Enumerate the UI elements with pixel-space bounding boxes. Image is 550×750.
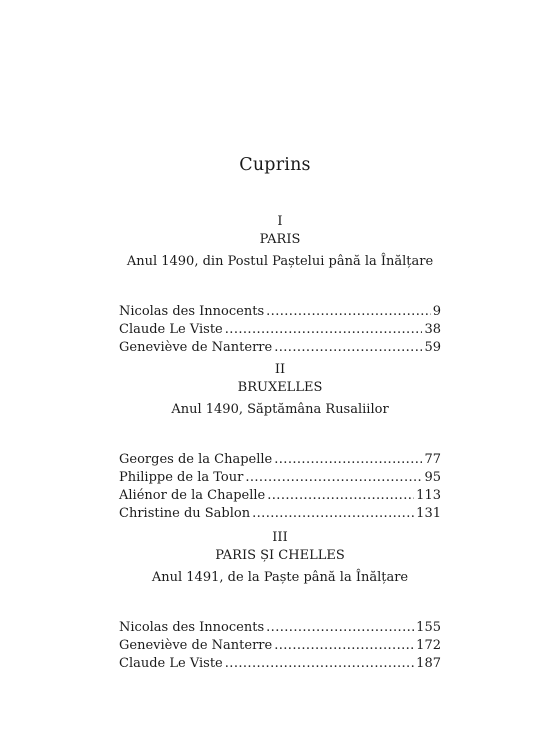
entry-page: 95 <box>424 470 441 485</box>
toc-entry <box>119 619 441 637</box>
entry-page: 59 <box>424 340 441 355</box>
entry-page: 187 <box>416 656 441 671</box>
entry-name: Nicolas des Innocents <box>119 304 265 319</box>
toc-part-1 <box>119 213 441 357</box>
part-numeral: II <box>274 362 286 377</box>
toc-entry <box>119 451 441 469</box>
entry-page: 172 <box>416 638 441 653</box>
entry-name: Geneviève de Nanterre <box>119 638 273 653</box>
dot-leader <box>252 505 414 523</box>
dot-leader <box>267 487 414 505</box>
entry-page: 131 <box>416 506 441 521</box>
entry-name: Claude Le Viste <box>119 656 223 671</box>
toc-entry <box>119 303 441 321</box>
dot-leader <box>266 303 431 321</box>
part-place: PARIS <box>259 232 301 247</box>
entry-page: 155 <box>416 620 441 635</box>
entry-page: 113 <box>416 488 441 503</box>
part-numeral: III <box>272 530 288 545</box>
dot-leader <box>245 469 422 487</box>
entry-page: 9 <box>432 304 441 319</box>
dot-leader <box>266 619 414 637</box>
toc-entry <box>119 321 441 339</box>
toc-entry <box>119 505 441 523</box>
dot-leader <box>225 655 414 673</box>
entry-name: Philippe de la Tour <box>119 470 244 485</box>
dot-leader <box>274 637 414 655</box>
entry-name: Claude Le Viste <box>119 322 223 337</box>
dot-leader <box>225 321 423 339</box>
entry-name: Nicolas des Innocents <box>119 620 265 635</box>
toc-part-3 <box>119 529 441 673</box>
part-period: Anul 1491, de la Paște până la Înălțare <box>151 570 409 585</box>
toc-entry <box>119 487 441 505</box>
dot-leader <box>274 339 422 357</box>
page-title: Cuprins <box>239 155 311 175</box>
toc-entry <box>119 469 441 487</box>
entry-name: Aliénor de la Chapelle <box>119 488 266 503</box>
entry-page: 77 <box>424 452 441 467</box>
part-numeral: I <box>277 214 283 229</box>
toc-part-2 <box>119 361 441 523</box>
entry-name: Christine du Sablon <box>119 506 251 521</box>
part-place: PARIS ȘI CHELLES <box>215 548 345 563</box>
part-period: Anul 1490, din Postul Paștelui până la Înălțare <box>126 254 434 269</box>
toc-entry <box>119 339 441 357</box>
entry-name: Geneviève de Nanterre <box>119 340 273 355</box>
part-place: BRUXELLES <box>237 380 323 395</box>
toc-entry <box>119 655 441 673</box>
toc-entry <box>119 637 441 655</box>
dot-leader <box>274 451 422 469</box>
entry-name: Georges de la Chapelle <box>119 452 273 467</box>
entry-page: 38 <box>424 322 441 337</box>
part-period: Anul 1490, Săptămâna Rusaliilor <box>171 402 389 417</box>
